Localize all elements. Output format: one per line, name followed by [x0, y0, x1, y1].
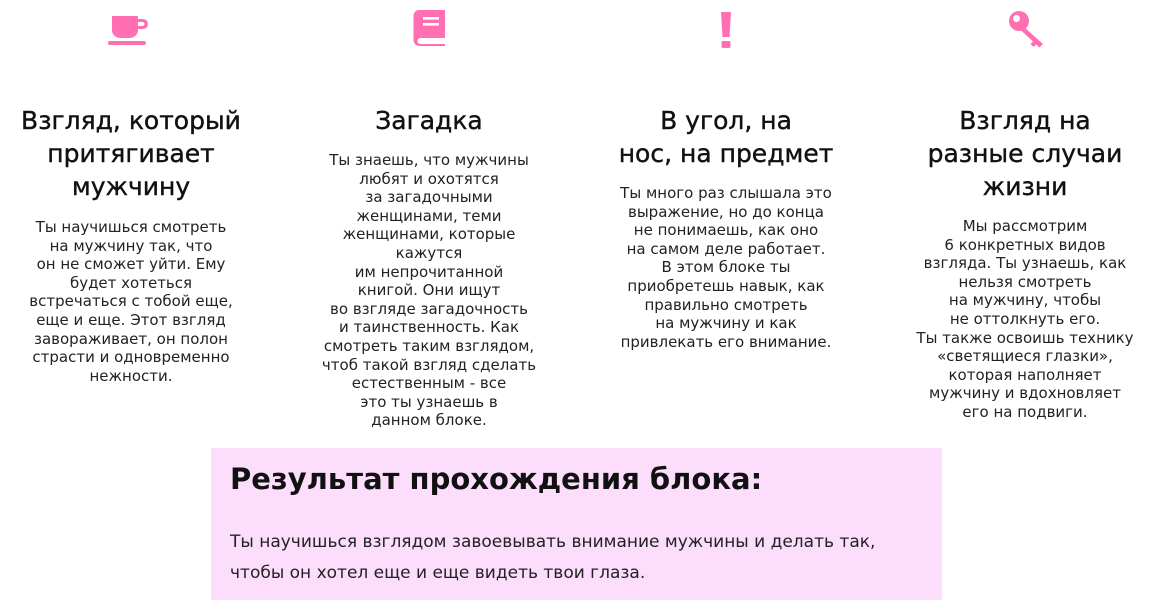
feature-description: Ты научишься смотреть на мужчину так, что он не сможет уйти. Ему будет хотеться встречаться с тобой еще, еще и еще. Этот взгляд завораживает, он полон страсти и одновременно нежности.	[29, 218, 233, 385]
feature-description: Мы рассмотрим 6 конкретных видов взгляда. Ты узнаешь, как нельзя смотреть на мужчину, чтобы не оттолкнуть его. Ты также освоишь технику «светящиеся глазки», которая наполняет мужчину и вдохновляет его на подвиги.	[916, 217, 1134, 421]
feature-title: Загадка	[375, 106, 483, 135]
exclamation-icon	[702, 8, 750, 48]
result-text: Ты научишься взглядом завоевывать внимание мужчины и делать так, чтобы он хотел еще и еще видеть твои глаза.	[230, 532, 876, 583]
book-icon	[407, 8, 455, 48]
feature-title: В угол, на нос, на предмет	[618, 106, 834, 168]
feature-title: Взгляд, который притягивает мужчину	[21, 106, 241, 201]
feature-description: Ты знаешь, что мужчины любят и охотятся за загадочными женщинами, теми женщинами, которые кажутся им непрочитанной книгой. Они ищут во взгляде загадочность и таинственность. Как смотреть таким взглядом, чтоб такой взгляд сделать естественным - все это ты узнаешь в данном блоке.	[321, 151, 537, 430]
result-title: Результат прохождения блока:	[230, 462, 763, 496]
result-block	[211, 448, 942, 600]
coffee-cup-icon	[106, 8, 154, 48]
feature-title: Взгляд на разные случаи жизни	[927, 106, 1123, 201]
key-icon	[1003, 8, 1051, 48]
feature-description: Ты много раз слышала это выражение, но до конца не понимаешь, как оно на самом деле работает. В этом блоке ты приобретешь навык, как правильно смотреть на мужчину и как привлекать его внимание.	[620, 184, 832, 351]
